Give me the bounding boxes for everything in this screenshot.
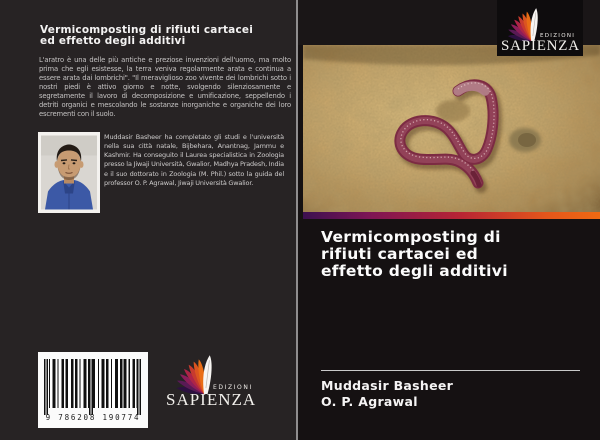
- author-name-1: Muddasir Basheer: [321, 378, 454, 393]
- publisher-name: SAPIENZA: [501, 38, 580, 54]
- front-title-line2: rifiuti cartacei ed: [321, 244, 479, 263]
- front-title-line3: effetto degli additivi: [321, 261, 508, 280]
- barcode-guard-left: [44, 359, 48, 415]
- publisher-imprint-label: EDIZIONI: [213, 384, 253, 391]
- barcode-guard-middle: [89, 359, 93, 415]
- author-photo: [38, 132, 100, 213]
- barcode-bars: [45, 359, 141, 408]
- barcode-guard-right: [137, 359, 141, 415]
- accent-gradient-bar: [303, 212, 600, 219]
- author-bio: Muddasir Basheer ha completato gli studi e l'università nella sua città natale, Bijbehara, Anantnag, Jammu e Kashmir. Ha conseguito il Laurea specialistica in Zoologia presso la Jiwaji Università, Gwalior, Madhya Pradesh, India e il suo dottorato in Zoologia (M. Phil.) sotto la guida del professor O. P. Agrawal, Jiwaji Università Gwalior.: [104, 133, 284, 187]
- front-panel: [298, 0, 600, 440]
- back-title-line1: Vermicomposting di rifiuti cartacei: [40, 24, 254, 36]
- synopsis-text: L'aratro è una delle più antiche e preziose invenzioni dell'uomo, ma molto prima che egli esistesse, la terra veniva regolarmente arata e continua a essere arata dai lombrichi". "Il meraviglioso zoo vivente dei lombrichi sotto i nostri piedi è attivo giorno e notte, svolgendo silenziosamente e segretamente il lavoro di decomposizione e umificazione, seppellendo i detriti organici e mescolando le sostanze inorganiche e organiche dei loro escrementi con il suolo.: [39, 56, 291, 118]
- isbn-number: 9 786208 190774: [45, 413, 141, 422]
- author-name-2: O. P. Agrawal: [321, 393, 418, 409]
- isbn-barcode: [38, 352, 148, 428]
- back-panel: [0, 0, 296, 440]
- author-portrait-icon: [41, 135, 97, 210]
- front-title: [321, 229, 508, 280]
- publisher-name: SAPIENZA: [166, 390, 257, 409]
- back-title: [40, 25, 296, 48]
- earthworm-photo: [303, 45, 600, 212]
- author-rule: [321, 370, 580, 371]
- front-authors: [321, 378, 453, 409]
- front-title-line1: Vermicomposting di: [321, 228, 501, 246]
- publisher-logo-top: [497, 0, 583, 56]
- publisher-imprint-label: EDIZIONI: [540, 33, 576, 39]
- back-title-line2: ed effetto degli additivi: [40, 35, 186, 48]
